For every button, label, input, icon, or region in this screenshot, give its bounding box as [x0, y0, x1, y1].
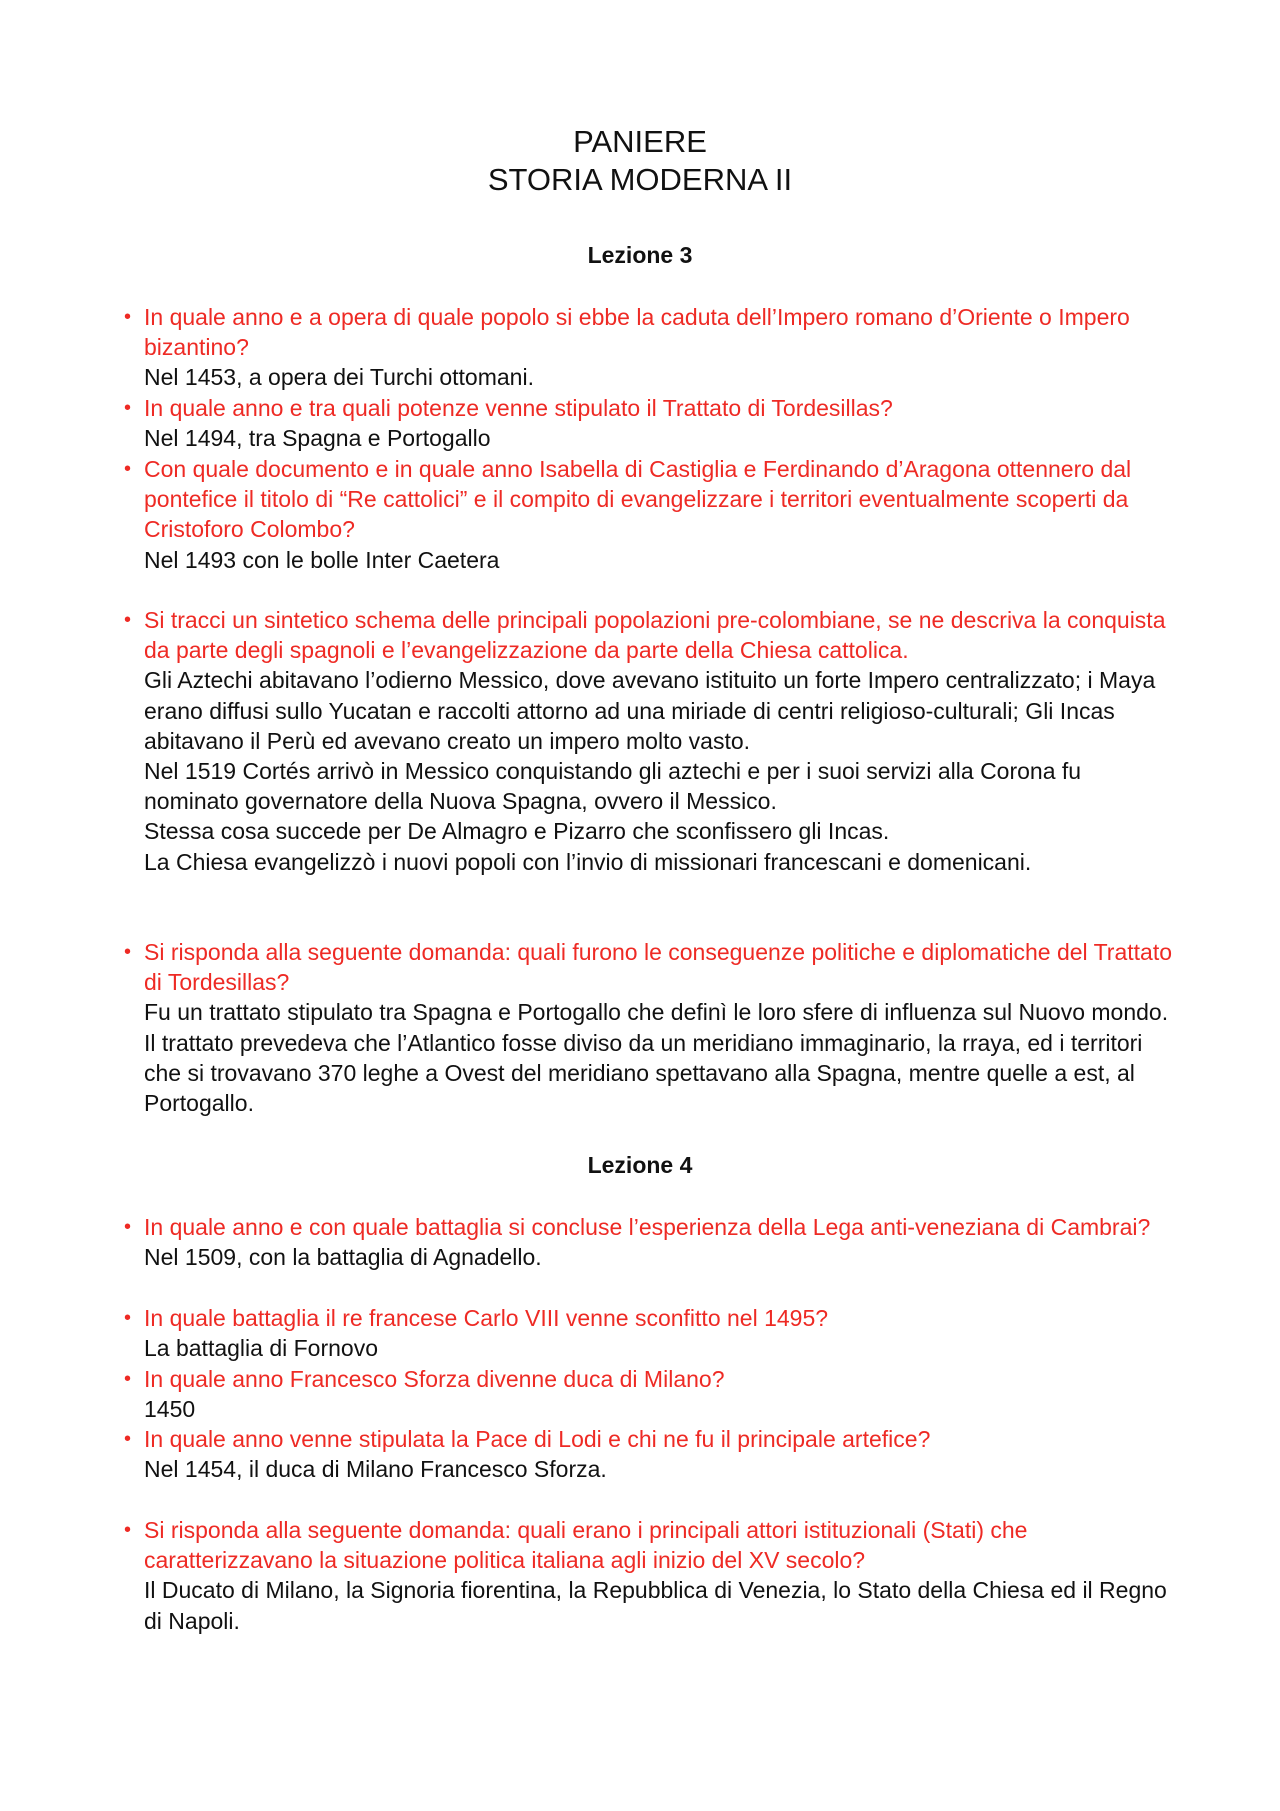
- qa-item: [144, 937, 1174, 1118]
- qa-item: [144, 605, 1174, 877]
- question: • In quale anno Francesco Sforza divenne duca di Milano?: [144, 1364, 1174, 1394]
- question: • In quale anno e con quale battaglia si concluse l’esperienza della Lega anti-veneziana di Cambrai?: [144, 1212, 1174, 1242]
- question: • Si risponda alla seguente domanda: quali erano i principali attori istituzionali (Stati) che caratterizzavano la situazione politica italiana agli inizio del XV secolo?: [144, 1515, 1174, 1575]
- qa-item: [144, 1424, 1174, 1484]
- question: • Con quale documento e in quale anno Isabella di Castiglia e Ferdinando d’Aragona ottennero dal pontefice il titolo di “Re cattolici” e il compito di evangelizzare i territori eventualmente scoperti da Cristoforo Colombo?: [144, 454, 1174, 545]
- answer-paragraph: Il Ducato di Milano, la Signoria fiorentina, la Repubblica di Venezia, lo Stato della Chiesa ed il Regno di Napoli.: [144, 1577, 1167, 1634]
- qa-item: [144, 1364, 1174, 1424]
- answer: [144, 1242, 1174, 1272]
- answer-paragraph: Nel 1453, a opera dei Turchi ottomani.: [144, 364, 534, 391]
- qa-item: [144, 393, 1174, 453]
- question: • In quale anno e a opera di quale popolo si ebbe la caduta dell’Impero romano d’Oriente o Impero bizantino?: [144, 302, 1174, 362]
- qa-item: [144, 302, 1174, 393]
- lesson-heading: Lezione 4: [587, 1152, 693, 1178]
- question: • In quale anno venne stipulata la Pace di Lodi e chi ne fu il principale artefice?: [144, 1424, 1174, 1454]
- answer: [144, 1333, 1174, 1363]
- question: • Si tracci un sintetico schema delle principali popolazioni pre-colombiane, se ne descriva la conquista da parte degli spagnoli e l’evangelizzazione da parte della Chiesa cattolica.: [144, 605, 1174, 665]
- answer-paragraph: Nel 1519 Cortés arrivò in Messico conquistando gli aztechi e per i suoi servizi alla Corona fu nominato governatore della Nuova Spagna, ovvero il Messico.: [144, 758, 1082, 815]
- document-title-line-2: STORIA MODERNA II: [487, 162, 793, 197]
- answer: [144, 1394, 1174, 1424]
- qa-item: [144, 1212, 1174, 1272]
- question: • Si risponda alla seguente domanda: quali furono le conseguenze politiche e diplomatiche del Trattato di Tordesillas?: [144, 937, 1174, 997]
- answer-paragraph: La Chiesa evangelizzò i nuovi popoli con l’invio di missionari francescani e domenicani.: [144, 848, 1032, 875]
- qa-item: [144, 1303, 1174, 1363]
- answer-paragraph: Nel 1494, tra Spagna e Portogallo: [144, 425, 491, 452]
- answer: [144, 1454, 1174, 1484]
- answer: [144, 1575, 1174, 1635]
- answer-paragraph: 1450: [144, 1396, 196, 1423]
- answer-paragraph: Nel 1509, con la battaglia di Agnadello.: [144, 1244, 542, 1271]
- question: • In quale anno e tra quali potenze venne stipulato il Trattato di Tordesillas?: [144, 393, 1174, 423]
- question: • In quale battaglia il re francese Carlo VIII venne sconfitto nel 1495?: [144, 1303, 1174, 1333]
- answer-paragraph: Nel 1493 con le bolle Inter Caetera: [144, 546, 500, 573]
- document-title: [0, 123, 1280, 199]
- lesson-heading: Lezione 3: [587, 242, 693, 268]
- answer: [144, 665, 1174, 876]
- answer-paragraph: Gli Aztechi abitavano l’odierno Messico, dove avevano istituito un forte Impero centralizzato; i Maya erano diffusi sullo Yucatan e raccolti attorno ad una miriade di centri religioso-culturali; Gli Incas abitavano il Perù ed avevano creato un impero molto vasto.: [144, 667, 1156, 754]
- answer: [144, 997, 1174, 1118]
- answer: [144, 362, 1174, 392]
- answer-paragraph: Fu un trattato stipulato tra Spagna e Portogallo che definì le loro sfere di influenza sul Nuovo mondo. Il trattato prevedeva che l’Atlantico fosse diviso da un meridiano immaginario, la rraya, ed i territori che si trovavano 370 leghe a Ovest del meridiano spettavano alla Spagna, mentre quelle a est, al Portogallo.: [144, 999, 1169, 1117]
- qa-item: [144, 454, 1174, 575]
- answer-paragraph: Stessa cosa succede per De Almagro e Pizarro che sconfissero gli Incas.: [144, 818, 890, 845]
- answer: [144, 545, 1174, 575]
- answer-paragraph: Nel 1454, il duca di Milano Francesco Sforza.: [144, 1456, 607, 1483]
- answer-paragraph: La battaglia di Fornovo: [144, 1335, 378, 1362]
- qa-item: [144, 1515, 1174, 1636]
- answer: [144, 423, 1174, 453]
- document-title-line-1: PANIERE: [573, 124, 707, 159]
